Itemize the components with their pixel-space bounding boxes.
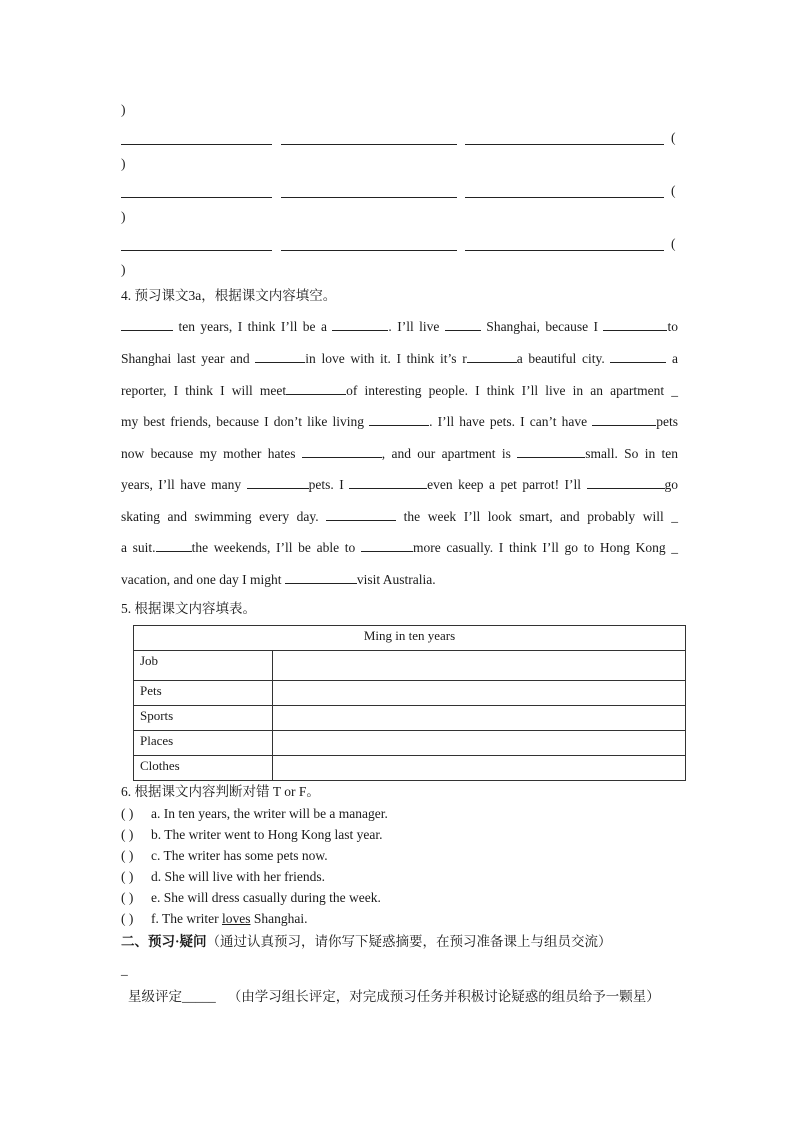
paren-close: ) [121,262,126,277]
q4-line-3: reporter, I think I will meet of interesting people. I think I’ll live in an apartment _ [121,383,678,398]
table-row-label: Pets [134,681,273,706]
fill-blank[interactable] [326,508,396,521]
table-row-label: Job [134,651,273,681]
fill-blank[interactable] [361,539,413,552]
fill-blank[interactable] [369,413,429,426]
q4-line-4: my best friends, because I don’t like living . I’ll have pets. I can’t have pets [121,414,678,429]
table-row-label: Sports [134,706,273,731]
table-answer-cell[interactable] [273,681,686,706]
q4-line-6: years, I’ll have many pets. I even keep a pet parrot! I’ll go [121,477,678,492]
paren-close: ) [121,209,126,224]
answer-blank[interactable] [121,144,272,145]
tf-item: ( ) d. She will live with her friends. [121,869,325,884]
fill-blank[interactable] [286,382,346,395]
fill-blank[interactable] [156,539,192,552]
paren-close: ) [121,102,126,117]
table-answer-cell[interactable] [273,756,686,781]
fill-blank[interactable] [467,350,517,363]
paren-open: ( [671,236,676,251]
fill-blank[interactable] [285,571,357,584]
q4-line-8: a suit. the weekends, I’ll be able to more casually. I think I’ll go to Hong Kong _ [121,540,679,555]
rating-blank[interactable]: _____ [182,989,216,1004]
section2-note: （通过认真预习，请你写下疑惑摘要，在预习准备课上与组员交流） [206,934,612,949]
fill-blank[interactable] [587,476,665,489]
table-row-label: Clothes [134,756,273,781]
answer-paren[interactable]: ( ) [121,890,134,905]
tf-item: ( ) a. In ten years, the writer will be a manager. [121,806,388,821]
notes-line[interactable]: _ [121,962,128,977]
table-answer-cell[interactable] [273,731,686,756]
fill-blank[interactable] [332,318,388,331]
fill-blank[interactable] [255,350,305,363]
fill-blank[interactable] [517,445,585,458]
answer-paren[interactable]: ( ) [121,869,134,884]
paren-close: ) [121,156,126,171]
answer-paren[interactable]: ( ) [121,806,134,821]
tf-item: ( ) c. The writer has some pets now. [121,848,328,863]
q4-line-1: ten years, I think I’ll be a . I’ll live Shanghai, because I to [121,318,678,335]
answer-paren[interactable]: ( ) [121,848,134,863]
q4-line-7: skating and swimming every day. the week I’ll look smart, and probably will _ [121,509,679,524]
tf-item: ( ) e. She will dress casually during the week. [121,890,381,905]
section2-heading [121,934,612,950]
tf-item: ( ) b. The writer went to Hong Kong last year. [121,827,383,842]
fill-blank[interactable] [349,476,427,489]
section2-title: 二、预习·疑问 [121,934,207,949]
answer-paren[interactable]: ( ) [121,827,134,842]
fill-blank[interactable] [121,318,173,331]
rating-line [128,989,660,1005]
q6-heading: 6. 根据课文内容判断对错 T or F。 [121,784,320,799]
answer-blank[interactable] [465,197,664,198]
table-title: Ming in ten years [134,626,686,651]
rating-note: （由学习组长评定，对完成预习任务并积极讨论疑惑的组员给予一颗星） [227,989,660,1004]
answer-blank[interactable] [281,197,457,198]
fill-blank[interactable] [302,445,382,458]
answer-blank[interactable] [465,250,664,251]
q4-line-9: vacation, and one day I might visit Australia. [121,572,436,587]
fill-blank[interactable] [610,350,666,363]
q4-line-2: Shanghai last year and in love with it. I think it’s r a beautiful city. a [121,351,678,366]
table-answer-cell[interactable] [273,706,686,731]
tf-item: ( ) f. The writer loves Shanghai. [121,911,308,926]
fill-blank[interactable] [445,318,481,331]
table-row-label: Places [134,731,273,756]
q4-heading: 4. 预习课文3a，根据课文内容填空。 [121,288,337,303]
ming-table [133,625,686,781]
answer-blank[interactable] [121,197,272,198]
answer-blank[interactable] [281,144,457,145]
rating-label: 星级评定 [128,989,182,1004]
answer-paren[interactable]: ( ) [121,911,134,926]
paren-open: ( [671,130,676,145]
answer-blank[interactable] [121,250,272,251]
answer-blank[interactable] [281,250,457,251]
answer-blank[interactable] [465,144,664,145]
paren-open: ( [671,183,676,198]
q4-line-5: now because my mother hates , and our apartment is small. So in ten [121,446,679,461]
fill-blank[interactable] [247,476,309,489]
fill-blank[interactable] [592,413,656,426]
q5-heading: 5. 根据课文内容填表。 [121,601,256,616]
fill-blank[interactable] [603,318,667,331]
table-answer-cell[interactable] [273,651,686,681]
